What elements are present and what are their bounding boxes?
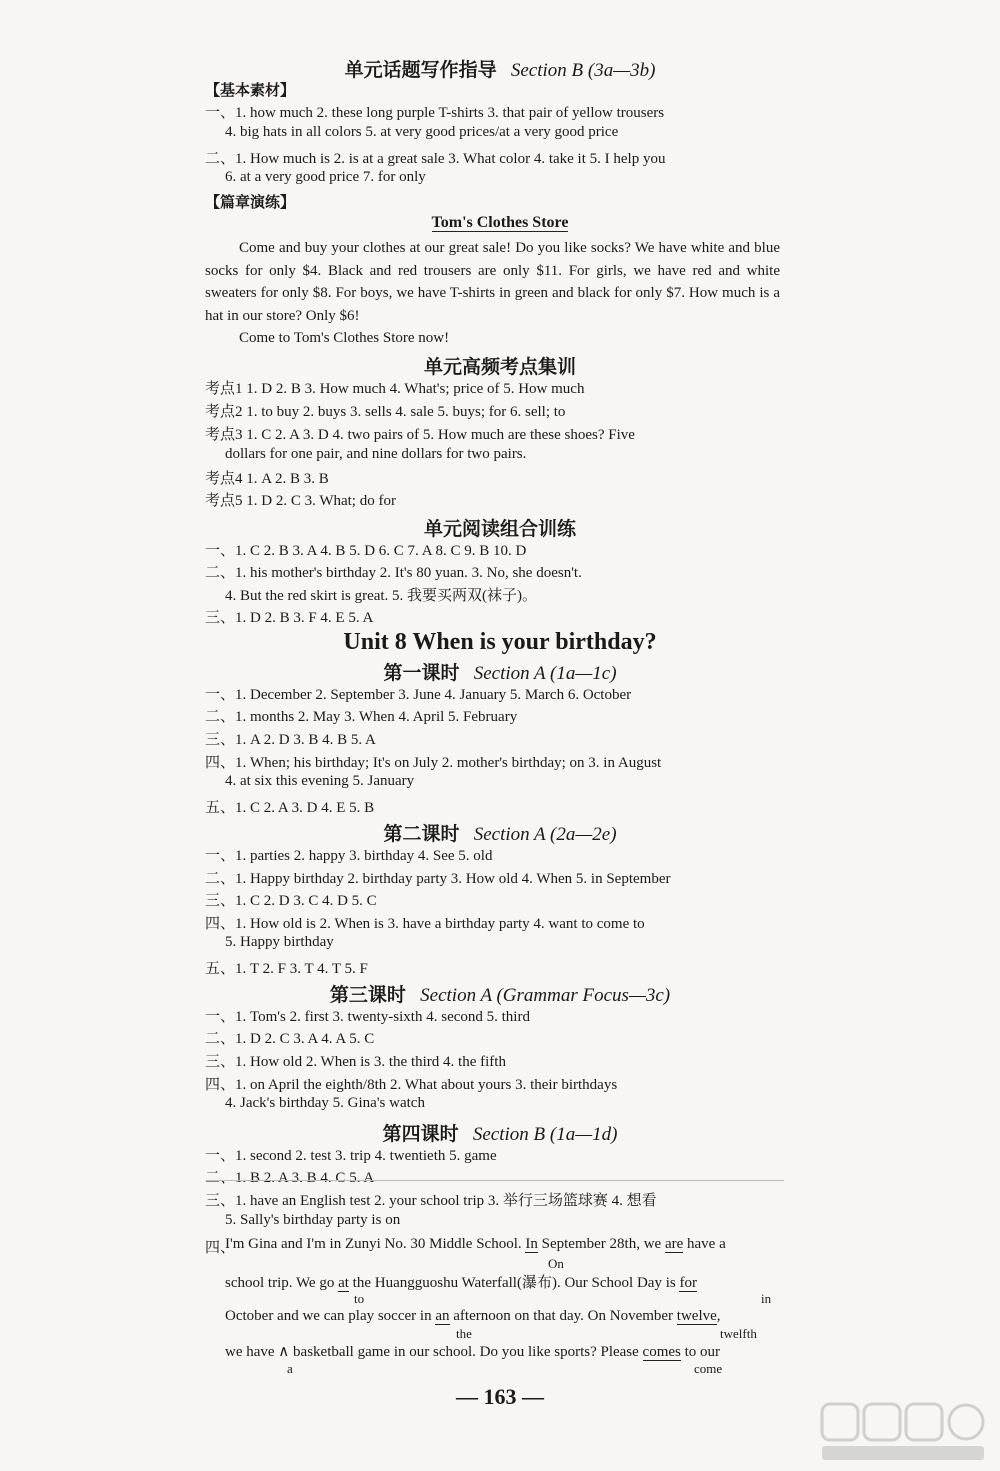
correction-label: 四、 [205,1240,236,1256]
keypoint-line: 考点2 1. to buy 2. buys 3. sells 4. sale 5. buys; for 6. sell; to [205,404,566,420]
correction-word: come [694,1361,723,1376]
lesson1-line: 五、1. C 2. A 3. D 4. E 5. B [205,800,375,816]
lesson2-heading: 第二课时 Section A (2a—2e) [383,824,617,845]
lesson2-line: 五、1. T 2. F 3. T 4. T 5. F [205,961,368,977]
lesson3-heading: 第三课时 Section A (Grammar Focus—3c) [329,985,671,1006]
reading-line: 二、1. his mother's birthday 2. It's 80 yuan. 3. No, she doesn't. [205,565,582,581]
basic-line: 二、1. How much is 2. is at a great sale 3. What color 4. take it 5. I help you [205,151,666,167]
lesson1-heading: 第一课时 Section A (1a—1c) [383,663,617,684]
page-number: — 163 — [456,1384,544,1409]
correction-word: in [761,1291,772,1306]
reading-line: 4. But the red skirt is great. 5. 我要买两双(袜子)。 [225,588,538,604]
lesson2-line: 三、1. C 2. D 3. C 4. D 5. C [205,893,377,909]
lesson4-line: 三、1. have an English test 2. your school trip 3. 举行三场篮球赛 4. 想看 [205,1193,657,1209]
correction-word: the [456,1326,472,1341]
lesson2-line: 5. Happy birthday [225,934,334,950]
lesson4-heading: 第四课时 Section B (1a—1d) [382,1124,618,1145]
keypoint-line: dollars for one pair, and nine dollars for two pairs. [225,446,527,462]
basic-tag: 【基本素材】 [205,83,296,99]
essay-body [205,237,780,350]
error-word: comes [642,1344,681,1360]
reading-line: 三、1. D 2. B 3. F 4. E 5. A [205,610,374,626]
error-word: are [664,1236,684,1252]
keypoint-line: 考点3 1. C 2. A 3. D 4. two pairs of 5. How much are these shoes? Five [205,427,635,443]
writing-title: 单元话题写作指导 [344,60,497,81]
keypoints-title: 单元高频考点集训 [423,357,576,378]
basic-line: 4. big hats in all colors 5. at very good prices/at a very good price [225,124,619,140]
error-word: In [525,1236,538,1252]
lesson2-line: 四、1. How old is 2. When is 3. have a birthday party 4. want to come to [205,916,645,932]
lesson3-line: 四、1. on April the eighth/8th 2. What about yours 3. their birthdays [205,1077,618,1093]
lesson3-line: 二、1. D 2. C 3. A 4. A 5. C [205,1031,375,1047]
error-word: twelve [676,1308,717,1324]
practice-tag: 【篇章演练】 [205,195,296,211]
unit-title: Unit 8 When is your birthday? [343,629,657,655]
writing-heading [0,55,1000,82]
error-word: at [338,1275,349,1291]
essay-paragraph: Come and buy your clothes at our great sale! Do you like socks? We have white and blue socks for only $4. Black and red trousers are only $11. For girls, we have red and white sweaters for only $8. For boys, we have T-shirts in green and black for only $7. How much is a hat in our store? Only $6! [205,240,780,324]
lesson2-line: 二、1. Happy birthday 2. birthday party 3. How old 4. When 5. in September [205,871,671,887]
essay-title: Tom's Clothes Store [431,214,569,231]
basic-line: 6. at a very good price 7. for only [225,169,426,185]
error-word: an [435,1308,450,1324]
correction-word: a [287,1361,293,1376]
lesson1-line: 二、1. months 2. May 3. When 4. April 5. February [205,709,518,725]
keypoint-line: 考点1 1. D 2. B 3. How much 4. What's; price of 5. How much [205,381,585,397]
correction-line-4: we have ∧ basketball game in our school. Do you like sports? Please comes to our [225,1344,721,1360]
correction-word: On [548,1256,564,1271]
error-word: for [679,1275,697,1291]
correction-line-3: October and we can play soccer in an afternoon on that day. On November twelve, [225,1308,721,1324]
lesson4-line: 二、1. B 2. A 3. B 4. C 5. A [205,1170,375,1186]
writing-section: Section B (3a—3b) [510,60,656,81]
lesson3-line: 一、1. Tom's 2. first 3. twenty-sixth 4. second 5. third [205,1009,530,1025]
correction-line-2: school trip. We go at the Huangguoshu Waterfall(瀑布). Our School Day is for [225,1275,697,1291]
lesson1-line: 三、1. A 2. D 3. B 4. B 5. A [205,732,376,748]
lesson1-line: 4. at six this evening 5. January [225,773,415,789]
lesson1-line: 四、1. When; his birthday; It's on July 2. mother's birthday; on 3. in August [205,755,662,771]
lesson3-line: 4. Jack's birthday 5. Gina's watch [225,1095,425,1111]
essay-paragraph: Come to Tom's Clothes Store now! [239,330,450,347]
lesson2-line: 一、1. parties 2. happy 3. birthday 4. See 5. old [205,848,493,864]
reading-line: 一、1. C 2. B 3. A 4. B 5. D 6. C 7. A 8. C 9. B 10. D [205,543,527,559]
correction-word: twelfth [720,1326,757,1341]
correction-word: to [354,1291,365,1306]
lesson3-line: 三、1. How old 2. When is 3. the third 4. the fifth [205,1054,506,1070]
reading-title: 单元阅读组合训练 [423,519,576,540]
basic-line: 一、1. how much 2. these long purple T-shirts 3. that pair of yellow trousers [205,105,665,121]
lesson4-line: 5. Sally's birthday party is on [225,1212,401,1228]
watermark-logo-icon [818,1398,988,1466]
correction-line-1: I'm Gina and I'm in Zunyi No. 30 Middle School. In September 28th, we are have a [225,1236,726,1252]
keypoint-line: 考点5 1. D 2. C 3. What; do for [205,493,396,509]
lesson1-line: 一、1. December 2. September 3. June 4. January 5. March 6. October [205,687,632,703]
lesson4-line: 一、1. second 2. test 3. trip 4. twentieth 5. game [205,1148,497,1164]
divider [206,1180,784,1181]
keypoint-line: 考点4 1. A 2. B 3. B [205,471,329,487]
